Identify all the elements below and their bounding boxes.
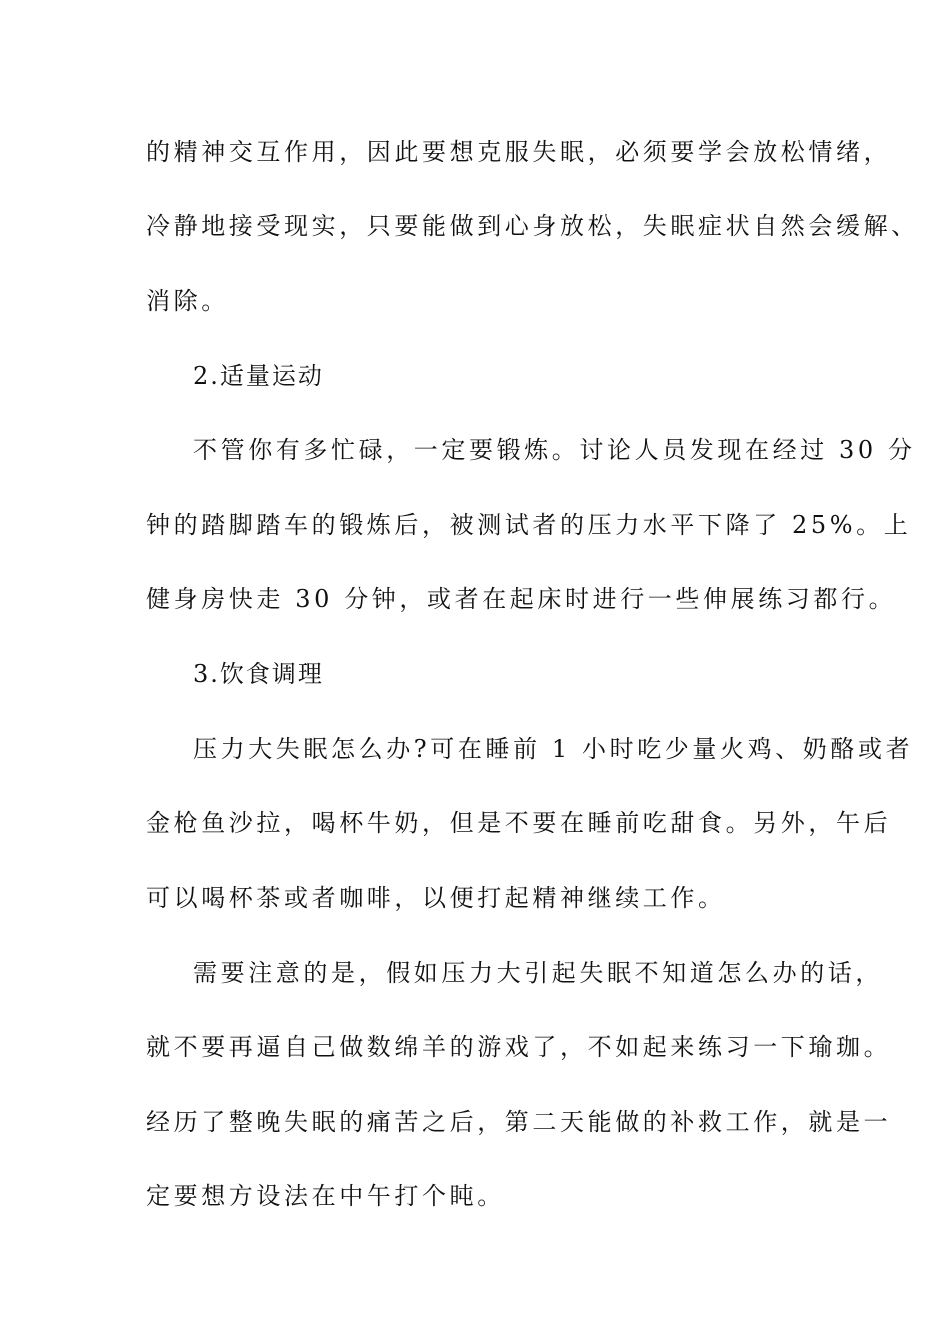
paragraph-line: 不管你有多忙碌，一定要锻炼。讨论人员发现在经过 30 分 <box>193 436 916 464</box>
paragraph-line: 需要注意的是，假如压力大引起失眠不知道怎么办的话， <box>193 959 883 987</box>
paragraph-line: 健身房快走 30 分钟，或者在起床时进行一些伸展练习都行。 <box>146 585 897 613</box>
paragraph-line: 可以喝杯茶或者咖啡，以便打起精神继续工作。 <box>146 884 726 912</box>
paragraph-line: 就不要再逼自己做数绵羊的游戏了，不如起来练习一下瑜珈。 <box>146 1033 892 1061</box>
paragraph-line: 金枪鱼沙拉，喝杯牛奶，但是不要在睡前吃甜食。另外，午后 <box>146 809 892 837</box>
paragraph-line: 的精神交互作用，因此要想克服失眠，必须要学会放松情绪， <box>146 138 892 166</box>
paragraph-line: 经历了整晚失眠的痛苦之后，第二天能做的补救工作，就是一 <box>146 1108 892 1136</box>
paragraph-line: 定要想方设法在中午打个盹。 <box>146 1182 505 1210</box>
paragraph-line: 压力大失眠怎么办?可在睡前 1 小时吃少量火鸡、奶酪或者 <box>193 735 914 763</box>
section-heading-diet: 3.饮食调理 <box>193 660 324 688</box>
paragraph-line: 冷静地接受现实，只要能做到心身放松，失眠症状自然会缓解、 <box>146 212 919 240</box>
paragraph-line: 钟的踏脚踏车的锻炼后，被测试者的压力水平下降了 25%。上 <box>146 511 912 539</box>
paragraph-line: 消除。 <box>146 287 229 315</box>
section-heading-exercise: 2.适量运动 <box>193 362 324 390</box>
